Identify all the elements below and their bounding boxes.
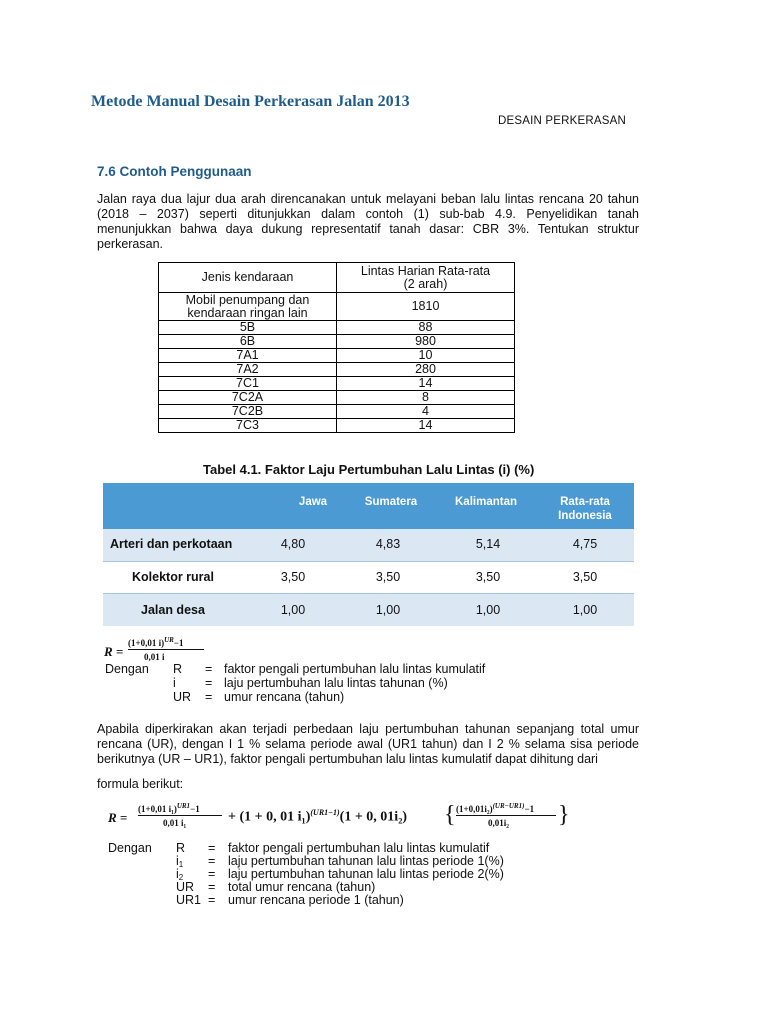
definition: faktor pengali pertumbuhan lalu lintas kumulatif xyxy=(228,841,490,855)
traffic-value-cell: 980 xyxy=(337,335,515,349)
middle-terms: + (1 + 0, 01 i₁)$^{(UR1-1)}$(1 + 0, 01i₂) xyxy=(228,808,408,825)
value-cell: 3,50 xyxy=(375,570,401,584)
section-title: 7.6 Contoh Penggunaan xyxy=(97,164,252,179)
header-indonesia-average xyxy=(541,495,629,523)
definition: laju pertumbuhan lalu lintas tahunan (%) xyxy=(224,676,448,690)
header-line: (2 arah) xyxy=(403,276,448,291)
value-cell: 1,00 xyxy=(280,603,306,617)
table-row xyxy=(103,561,634,593)
header-line: Indonesia xyxy=(558,510,612,522)
formula-r-two-rates xyxy=(108,802,578,836)
header-jawa: Jawa xyxy=(298,496,328,508)
chapter-label: DESAIN PERKERASAN xyxy=(498,115,627,127)
value-cell: 1,00 xyxy=(375,603,401,617)
vehicle-type-cell: 7C1 xyxy=(159,377,337,391)
table-row xyxy=(159,335,515,349)
traffic-value-cell: 4 xyxy=(337,405,515,419)
traffic-value-cell: 10 xyxy=(337,349,515,363)
vehicle-type-cell: 7A1 xyxy=(159,349,337,363)
table-row xyxy=(159,377,515,391)
symbol: R xyxy=(176,841,186,855)
table-41-title: Tabel 4.1. Faktor Laju Pertumbuhan Lalu Lintas (i) (%) xyxy=(203,462,535,477)
symbol: UR xyxy=(173,690,192,704)
fraction-bar xyxy=(128,649,204,650)
symbol: UR xyxy=(176,880,195,894)
value-cell: 1,00 xyxy=(475,603,501,617)
value-cell: 1,00 xyxy=(572,603,598,617)
header-sumatera: Sumatera xyxy=(364,496,418,508)
vehicle-type-cell: 5B xyxy=(159,321,337,335)
value-cell: 3,50 xyxy=(280,570,306,584)
vehicle-type-cell: 6B xyxy=(159,335,337,349)
equals: = xyxy=(208,893,216,907)
value-cell: 3,50 xyxy=(572,570,598,584)
table-row xyxy=(159,349,515,363)
definition: umur rencana periode 1 (tahun) xyxy=(228,893,404,907)
dengan-label: Dengan xyxy=(105,662,149,676)
fraction-1-denominator: 0,01 i₁ xyxy=(163,818,187,828)
vehicle-type-cell: 7C2B xyxy=(159,405,337,419)
growth-paragraph: Apabila diperkirakan akan terjadi perbedaan laju pertumbuhan tahunan sepanjang total umur rencana (UR), dengan I 1 % selama periode awal (UR1 tahun) dan I 2 % selama sisa periode berikutnya (UR – UR1), faktor pengali pertumbuhan lalu lintas kumulatif dapat dihitung dari xyxy=(97,722,639,766)
traffic-value-cell: 8 xyxy=(337,391,515,405)
vehicle-type-cell: 7C2A xyxy=(159,391,337,405)
symbol: UR1 xyxy=(176,893,202,907)
traffic-value-cell: 88 xyxy=(337,321,515,335)
brace-open: { xyxy=(444,802,456,828)
equals: = xyxy=(208,867,216,881)
fraction-bar xyxy=(456,815,556,816)
row-label: Arteri dan perkotaan xyxy=(110,537,233,551)
definition: faktor pengali pertumbuhan lalu lintas kumulatif xyxy=(224,662,486,676)
equals: = xyxy=(205,676,213,690)
header-line: Lintas Harian Rata-rata xyxy=(360,263,491,278)
definitions-formula-2 xyxy=(108,841,548,911)
row-divider xyxy=(103,593,634,594)
dengan-label: Dengan xyxy=(108,841,152,855)
vehicle-type-cell: 7C3 xyxy=(159,419,337,433)
fraction-1-numerator: (1+0,01 i₁)$^{UR1}$−1 xyxy=(138,802,200,814)
table-row xyxy=(159,419,515,433)
formula-intro: formula berikut: xyxy=(97,777,184,791)
symbol: $i_1$ xyxy=(176,854,184,869)
vehicle-traffic-table xyxy=(158,262,515,433)
table-row xyxy=(159,391,515,405)
row-label: Kolektor rural xyxy=(132,570,214,584)
symbol: R xyxy=(173,662,183,676)
table-header-daily-traffic xyxy=(337,263,515,293)
header-kalimantan: Kalimantan xyxy=(455,496,517,508)
equals: = xyxy=(205,690,213,704)
equals: = xyxy=(208,880,216,894)
value-cell: 4,80 xyxy=(280,537,306,551)
table-row xyxy=(103,593,634,626)
symbol: i xyxy=(173,676,176,690)
brace-close: } xyxy=(558,802,570,828)
formula-lhs: R = xyxy=(108,810,128,825)
table-row xyxy=(159,363,515,377)
fraction-2-numerator: $(1+0,01i_2)^{(UR-UR1)}-1$ xyxy=(456,802,535,814)
table-row xyxy=(159,293,515,321)
equals: = xyxy=(208,841,216,855)
symbol: $i_2$ xyxy=(176,867,184,882)
fraction-2-denominator: 0,01i₂ xyxy=(488,818,509,828)
formula-denominator: 0,01 i xyxy=(144,652,165,662)
cell-line: Mobil penumpang dan xyxy=(185,292,310,307)
table-row xyxy=(159,321,515,335)
value-cell: 3,50 xyxy=(475,570,501,584)
traffic-value-cell: 14 xyxy=(337,419,515,433)
value-cell: 5,14 xyxy=(475,537,501,551)
equals: = xyxy=(208,854,216,868)
header-line: Rata-rata xyxy=(560,496,610,508)
vehicle-type-cell: 7A2 xyxy=(159,363,337,377)
table-row xyxy=(103,529,634,561)
fraction-bar xyxy=(138,815,222,816)
traffic-value-cell: 14 xyxy=(337,377,515,391)
definition: laju pertumbuhan tahunan lalu lintas periode 1(%) xyxy=(228,854,504,868)
table-header-row xyxy=(103,483,634,529)
value-cell: 4,75 xyxy=(572,537,598,551)
document-title: Metode Manual Desain Perkerasan Jalan 2013 xyxy=(91,93,410,110)
intro-paragraph: Jalan raya dua lajur dua arah direncanakan untuk melayani beban lalu lintas rencana 20 tahun (2018 – 2037) seperti ditunjukkan dalam contoh (1) sub-bab 4.9. Penyelidikan tanah menunjukkan bahwa daya dukung representatif tanah dasar: CBR 3%. Tentukan struktur perkerasan. xyxy=(97,192,639,251)
traffic-value-cell: 1810 xyxy=(337,293,515,321)
table-header-vehicle-type: Jenis kendaraan xyxy=(159,263,337,293)
table-row xyxy=(159,405,515,419)
definition: total umur rencana (tahun) xyxy=(228,880,376,894)
definitions-formula-1 xyxy=(105,662,525,710)
growth-rate-table xyxy=(103,483,634,626)
cell-line: kendaraan ringan lain xyxy=(187,305,308,320)
formula-lhs: R = xyxy=(104,644,124,659)
row-divider xyxy=(103,561,634,562)
equals: = xyxy=(205,662,213,676)
value-cell: 4,83 xyxy=(375,537,401,551)
formula-numerator: (1+0,01 i)$^{UR}$−1 xyxy=(128,636,184,648)
vehicle-type-cell xyxy=(159,293,337,321)
traffic-value-cell: 280 xyxy=(337,363,515,377)
definition: laju pertumbuhan tahunan lalu lintas periode 2(%) xyxy=(228,867,504,881)
row-label: Jalan desa xyxy=(141,603,205,617)
definition: umur rencana (tahun) xyxy=(224,690,345,704)
